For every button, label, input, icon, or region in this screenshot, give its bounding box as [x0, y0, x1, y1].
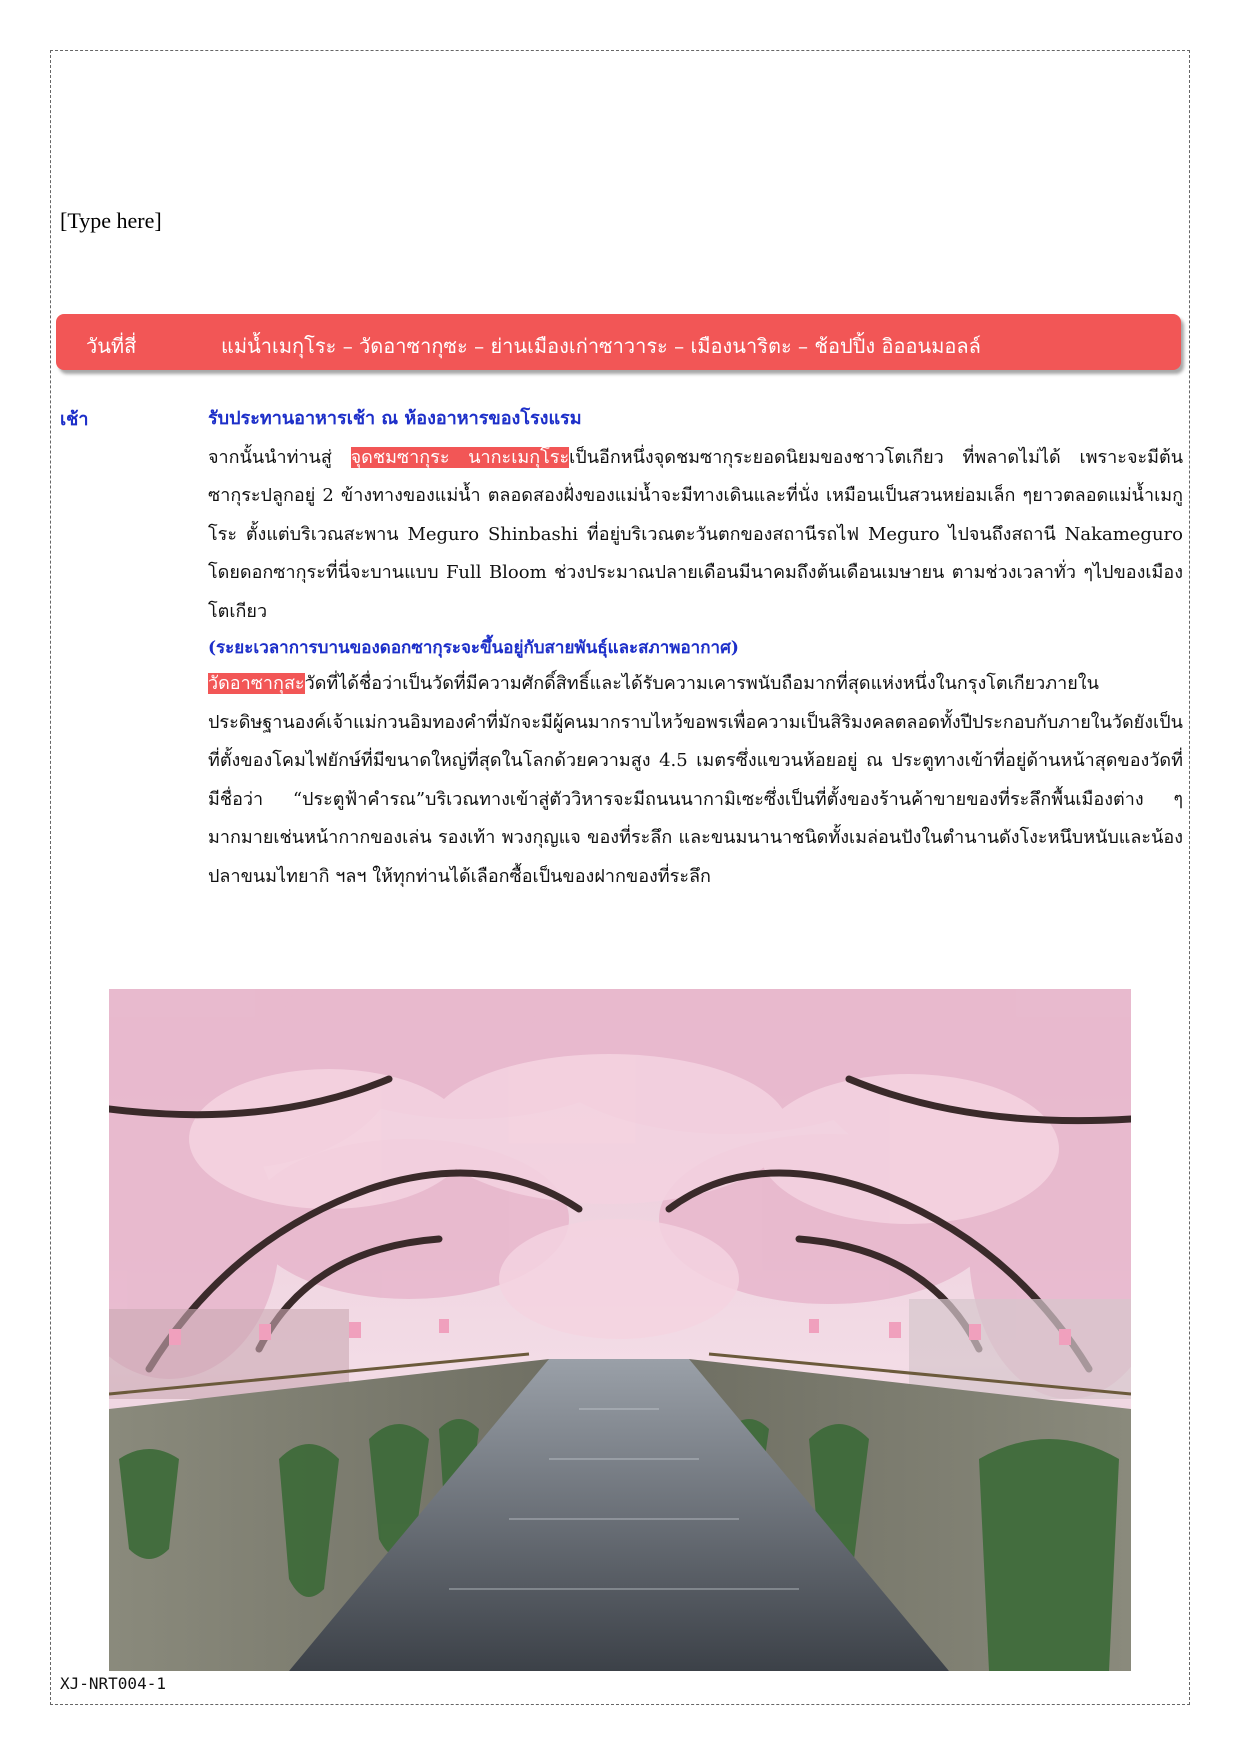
meal-label: เช้า	[60, 409, 89, 430]
paragraph1-text: เป็นอีกหนึ่งจุดชมซากุระยอดนิยมของชาวโตเกียว ที่พลาดไม่ได้ เพราะจะมีต้นซากุระปลูกอยู่ 2 ข้างทางของแม่น้ำ ตลอดสองฝั่งของแม่น้ำจะมีทางเดินและที่นั่ง เหมือนเป็นสวนหย่อมเล็ก ๆยาวตลอดแม่น้ำเมกูโระ ตั้งแต่บริเวณสะพาน Meguro Shinbashi ที่อยู่บริเวณตะวันตกของสถานีรถไฟ Meguro ไปจนถึงสถานี Nakameguro โดยดอกซากุระที่นี่จะบานแบบ Full Bloom ช่วงประมาณปลายเดือนมีนาคมถึงต้นเดือนเมษายน ตามช่วงเวลาทั่ว ๆไปของเมืองโตเกียว	[208, 446, 1184, 622]
paragraph2-text: วัดที่ได้ชื่อว่าเป็นวัดที่มีความศักดิ์สิทธิ์และได้รับความเคารพนับถือมากที่สุดแห่งหนึ่งในกรุงโตเกียวภายในประดิษฐานองค์เจ้าแม่กวนอิมทองคำที่มักจะมีผู้คนมากราบไหว้ขอพรเพื่อความเป็นสิริมงคลตลอดทั้งปีประกอบกับภายในวัดยังเป็นที่ตั้งของโคมไฟยักษ์ที่มีขนาดใหญ่ที่สุดในโลกด้วยความสูง 4.5 เมตรซึ่งแขวนห้อยอยู่ ณ ประตูทางเข้าที่อยู่ด้านหน้าสุดของวัดที่มีชื่อว่า “ประตูฟ้าคำรณ”บริเวณทางเข้าสู่ตัววิหารจะมีถนนนากามิเซะซึ่งเป็นที่ตั้งของร้านค้าขายของที่ระลึกพื้นเมืองต่าง ๆมากมายเช่นหน้ากากของเล่น รองเท้า พวงกุญแจ ของที่ระลึก และขนมนานาชนิดทั้งเมล่อนปังในตำนานดังโงะหนึบหนับและน้องปลาขนมไทยากิ ฯลฯ ให้ทุกท่านได้เลือกซื้อเป็นของฝากของที่ระลึก	[208, 673, 1183, 887]
highlight-nakameguro: จุดชมซากุระ นากะเมกุโระ	[350, 446, 570, 468]
cherry-blossom-canal-photo	[109, 989, 1131, 1671]
day-banner	[56, 314, 1181, 370]
document-code: XJ-NRT004-1	[60, 1674, 166, 1693]
itinerary-content	[208, 400, 1183, 896]
bloom-note: (ระยะเวลาการบานของดอกซากุระจะขึ้นอยู่กับสายพันธุ์และสภาพอากาศ)	[208, 638, 739, 658]
paragraph-asakusa	[208, 665, 1183, 896]
paragraph-nakameguro	[208, 439, 1183, 632]
day-route: แม่น้ำเมกุโระ – วัดอาซากุซะ – ย่านเมืองเก่าซาวาระ – เมืองนาริตะ – ช้อปปิ้ง อิออนมอลล์	[221, 334, 981, 358]
header-placeholder[interactable]: [Type here]	[60, 208, 162, 233]
meal-title: รับประทานอาหารเช้า ณ ห้องอาหารของโรงแรม	[208, 408, 582, 429]
paragraph1-prefix: จากนั้นนำท่านสู่	[208, 446, 351, 468]
day-label: วันที่สี่	[86, 334, 137, 358]
highlight-asakusa: วัดอาซากุสะ	[208, 673, 305, 694]
